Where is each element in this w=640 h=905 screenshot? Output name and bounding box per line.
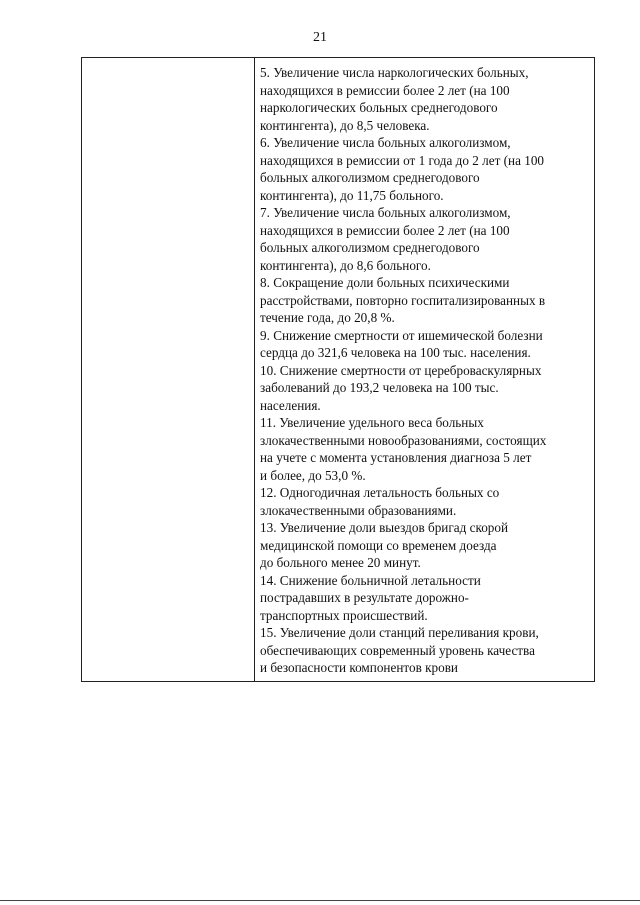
table-text-line: течение года, до 20,8 %. [260, 310, 395, 325]
table-text-line: и безопасности компонентов крови [260, 660, 458, 675]
table-text-line: 10. Снижение смертности от цереброваскулярных [260, 362, 542, 378]
table-text-line: 12. Одногодичная летальность больных со [260, 485, 500, 500]
table-text-line: 6. Увеличение числа больных алкоголизмом, [260, 135, 511, 150]
table-text-line: 13. Увеличение доли выездов бригад скорой [260, 520, 509, 535]
table-text-line: расстройствами, повторно госпитализированных в [260, 292, 546, 308]
table-text-line: больных алкоголизмом среднегодового [260, 240, 480, 255]
table-text-line: наркологических больных среднегодового [260, 100, 498, 115]
table-text-line: контингента), до 11,75 больного. [260, 187, 444, 203]
table-text-line: контингента), до 8,5 человека. [260, 117, 430, 133]
table-text-line: 15. Увеличение доли станций переливания крови, [260, 625, 539, 640]
table-text-line: сердца до 321,6 человека на 100 тыс. населения. [260, 345, 531, 360]
table-text-line: злокачественными образованиями. [260, 502, 457, 518]
table-text-line: находящихся в ремиссии более 2 лет (на 100 [260, 82, 510, 98]
table-text-line: транспортных происшествий. [260, 607, 428, 623]
table-text-line: на учете с момента установления диагноза 5 лет [260, 450, 532, 465]
table-text-line: контингента), до 8,6 больного. [260, 257, 431, 273]
table-right-cell [255, 58, 594, 677]
table-text-line: находящихся в ремиссии более 2 лет (на 100 [260, 222, 510, 238]
table-text-line: пострадавших в результате дорожно- [260, 590, 469, 605]
document-table [81, 57, 595, 682]
table-text-line: населения. [260, 397, 321, 413]
table-text-line: больных алкоголизмом среднегодового [260, 170, 480, 185]
table-text-line: обеспечивающих современный уровень качества [260, 642, 535, 658]
table-text-line: до больного менее 20 минут. [260, 555, 421, 570]
table-text-line: 7. Увеличение числа больных алкоголизмом, [260, 205, 511, 220]
table-text-line: 9. Снижение смертности от ишемической болезни [260, 327, 543, 343]
table-text-line: 8. Сокращение доли больных психическими [260, 275, 510, 290]
table-text-line: и более, до 53,0 %. [260, 467, 366, 483]
page-number: 21 [313, 30, 327, 45]
table-text-line: 14. Снижение больничной летальности [260, 572, 481, 588]
table-text-line: 5. Увеличение числа наркологических больных, [260, 65, 529, 80]
table-left-cell [82, 58, 255, 681]
bottom-scan-edge [0, 900, 640, 901]
table-text-line: злокачественными новообразованиями, состоящих [260, 432, 547, 448]
table-text-line: 11. Увеличение удельного веса больных [260, 415, 484, 430]
table-text-line: находящихся в ремиссии от 1 года до 2 лет (на 100 [260, 152, 545, 168]
table-text-line: медицинской помощи со временем доезда [260, 537, 497, 553]
table-text-line: заболеваний до 193,2 человека на 100 тыс. [260, 380, 499, 395]
